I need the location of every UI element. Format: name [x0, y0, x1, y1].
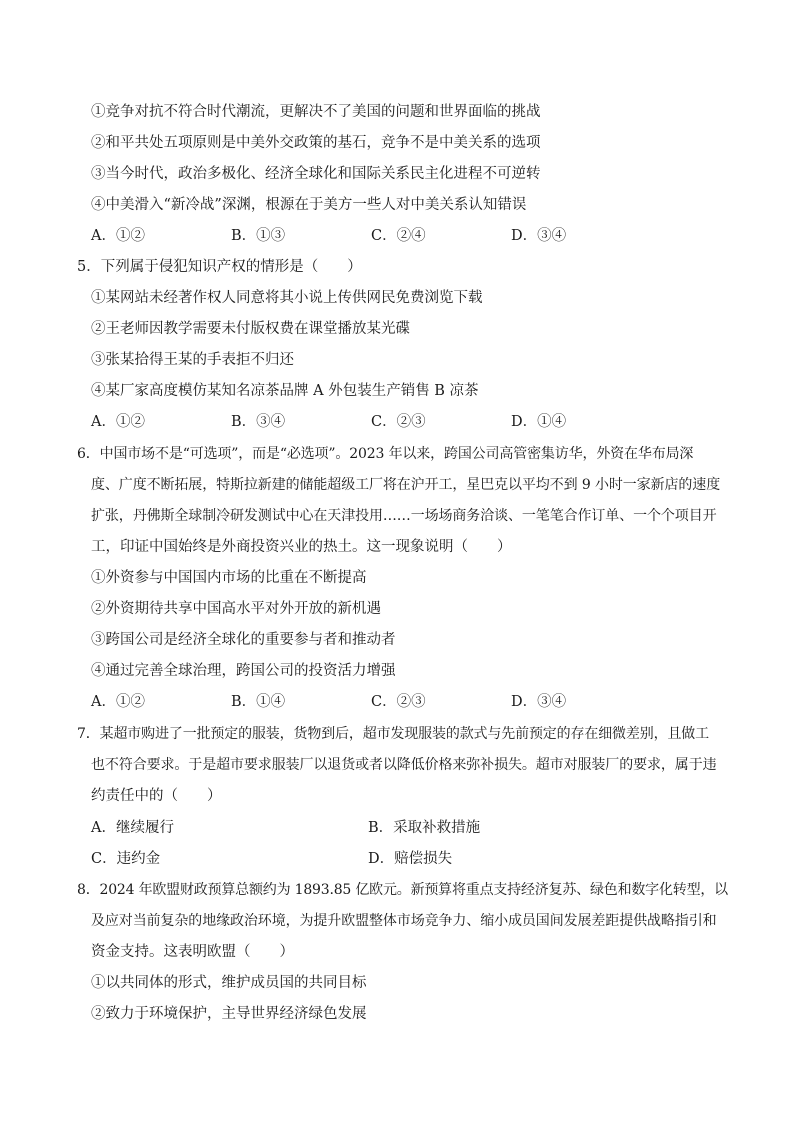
q6-option-b: B．①④	[231, 694, 286, 710]
q4-statement-4: ④中美滑入“新冷战”深渊，根源在于美方一些人对中美关系认知错误	[91, 197, 527, 213]
q4-statement-1: ①竞争对抗不符合时代潮流，更解决不了美国的问题和世界面临的挑战	[91, 104, 541, 120]
q4-statement-3: ③当今时代，政治多极化、经济全球化和国际关系民主化进程不可逆转	[91, 166, 541, 182]
q6-options	[0, 692, 794, 712]
q7-option-c: C．违约金	[91, 851, 161, 867]
q8-stem-line-1: 8．2024 年欧盟财政预算总额约为 1893.85 亿欧元。新预算将重点支持经济复苏、绿色和数字化转型，以	[77, 882, 728, 898]
q5-option-b: B．③④	[231, 414, 286, 430]
q6-stem-line-3: 扩张，丹佛斯全球制冷研发测试中心在天津投用……一场场商务洽谈、一笔笔合作订单、一个个项目开	[91, 508, 717, 524]
q6-statement-3: ③跨国公司是经济全球化的重要参与者和推动者	[91, 632, 396, 648]
q5-statement-4: ④某厂家高度模仿某知名凉茶品牌 A 外包装生产销售 B 凉茶	[91, 383, 479, 399]
q7-stem-line-3: 约责任中的（ ）	[91, 788, 222, 804]
q7-stem-line-2: 也不符合要求。于是超市要求服装厂以退货或者以降低价格来弥补损失。超市对服装厂的要求，属于违	[91, 757, 717, 773]
q5-option-a: A．①②	[91, 414, 145, 430]
q8-statement-1: ①以共同体的形式，维护成员国的共同目标	[91, 975, 367, 991]
q5-option-c: C．②③	[371, 414, 426, 430]
q8-statement-2: ②致力于环境保护，主导世界经济绿色发展	[91, 1006, 367, 1022]
q4-option-a: A．①②	[91, 228, 145, 244]
q6-stem-line-1: 6．中国市场不是“可选项”，而是“必选项”。2023 年以来，跨国公司高管密集访华，外资在华布局深	[77, 446, 694, 462]
q4-options	[0, 226, 794, 246]
q7-option-b: B．采取补救措施	[368, 820, 481, 836]
q5-statement-3: ③张某拾得王某的手表拒不归还	[91, 352, 294, 368]
q6-statement-1: ①外资参与中国国内市场的比重在不断提高	[91, 570, 367, 586]
q4-option-c: C．②④	[371, 228, 426, 244]
q4-option-b: B．①③	[231, 228, 286, 244]
q6-option-c: C．②③	[371, 694, 426, 710]
q5-stem: 5．下列属于侵犯知识产权的情形是（ ）	[77, 259, 362, 275]
q5-options	[0, 412, 794, 432]
q5-option-d: D．①④	[511, 414, 567, 430]
q6-statement-4: ④通过完善全球治理，跨国公司的投资活力增强	[91, 663, 396, 679]
q5-statement-2: ②王老师因教学需要未付版权费在课堂播放某光碟	[91, 321, 410, 337]
q7-option-a: A．继续履行	[91, 820, 174, 836]
q6-stem-line-2: 度、广度不断拓展，特斯拉新建的储能超级工厂将在沪开工，星巴克以平均不到 9 小时一家新店的速度	[91, 477, 721, 493]
q8-stem-line-3: 资金支持。这表明欧盟（ ）	[91, 944, 294, 960]
q4-statement-2: ②和平共处五项原则是中美外交政策的基石，竞争不是中美关系的选项	[91, 135, 541, 151]
q7-stem-line-1: 7．某超市购进了一批预定的服装，货物到后，超市发现服装的款式与先前预定的存在细微差别，且做工	[77, 726, 710, 742]
q6-option-a: A．①②	[91, 694, 145, 710]
q6-option-d: D．③④	[511, 694, 567, 710]
q6-statement-2: ②外资期待共享中国高水平对外开放的新机遇	[91, 601, 381, 617]
q8-stem-line-2: 及应对当前复杂的地缘政治环境，为提升欧盟整体市场竞争力、缩小成员国间发展差距提供战略指引和	[91, 913, 717, 929]
q7-option-d: D．赔偿损失	[368, 851, 453, 867]
q6-stem-line-4: 工，印证中国始终是外商投资兴业的热土。这一现象说明（ ）	[91, 539, 512, 555]
q5-statement-1: ①某网站未经著作权人同意将其小说上传供网民免费浏览下载	[91, 290, 483, 306]
q4-option-d: D．③④	[511, 228, 567, 244]
